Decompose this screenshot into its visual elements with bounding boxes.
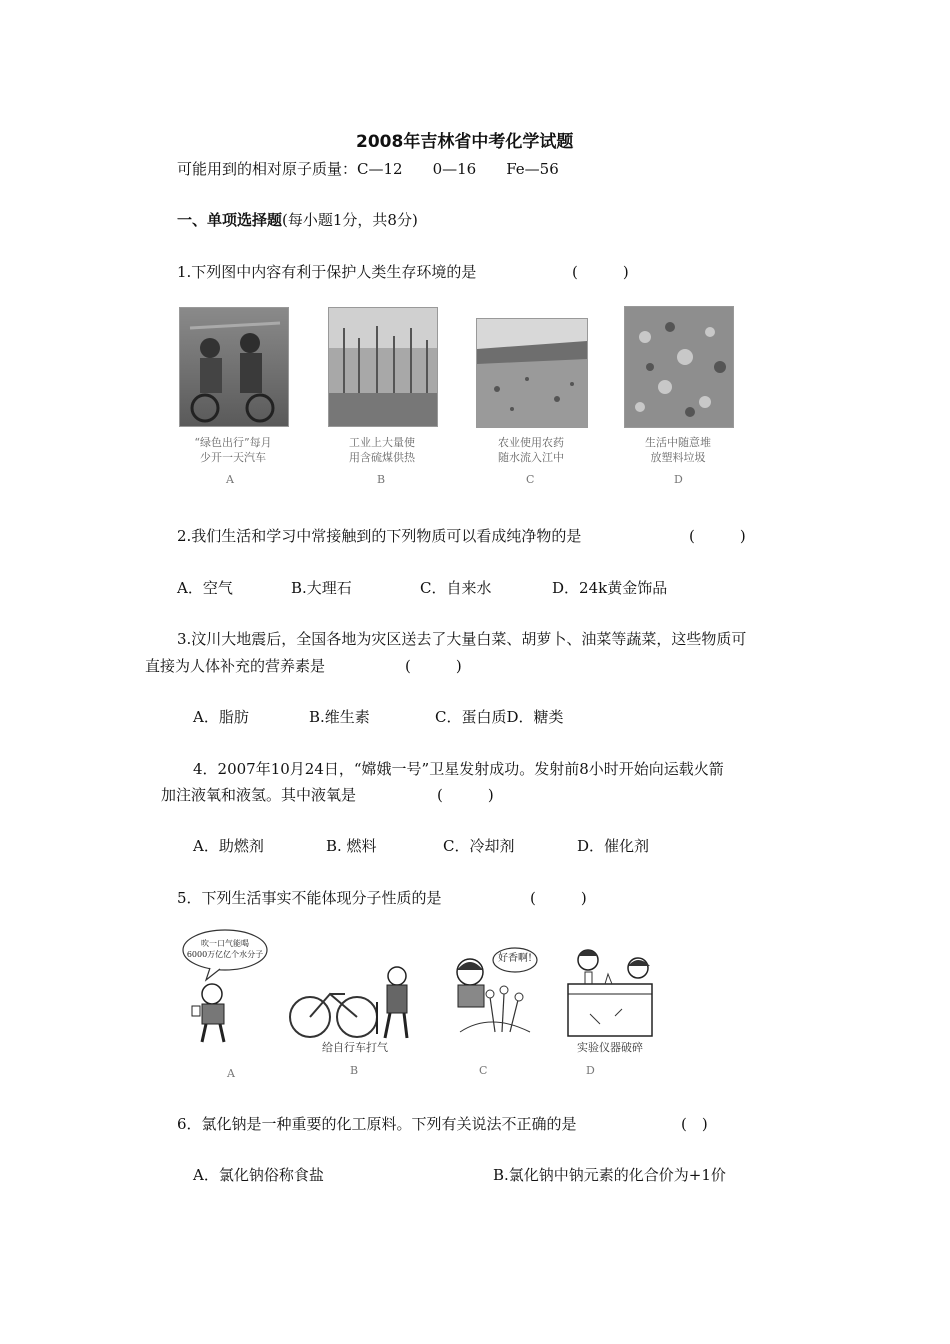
question-3-line-2: 直接为人体补充的营养素是 [145,657,326,675]
q3-option-a: A．脂肪 [193,708,249,726]
q1-letter-c: C [526,473,535,486]
q1-letter-a: A [226,473,234,486]
q2-option-b: B.大理石 [291,579,352,597]
q5-letter-c: C [479,1064,488,1077]
cartoon-broken-lab-instruments [560,944,660,1044]
cartoon-bicycle-pump [285,962,415,1042]
question-3-answer-paren: ( ) [405,657,462,675]
photo-pesticide-field [476,318,588,428]
question-6-answer-paren: ( ) [681,1115,708,1133]
q1-letter-d: D [674,473,683,486]
section-note: (每小题1分，共8分) [282,211,418,229]
q6-option-a: A．氯化钠俗称食盐 [193,1166,324,1184]
q1-caption-a: “绿色出行”每月 少开一天汽车 [194,436,272,464]
photo-green-travel [179,307,289,427]
question-4-line-2: 加注液氧和液氢。其中液氧是 [161,786,357,804]
q5-caption-d: 实验仪器破碎 [577,1041,643,1054]
q3-option-cd: C．蛋白质D．糖类 [435,708,564,726]
q1-letter-b: B [377,473,386,486]
question-4-line-1: 4．2007年10月24日，“嫦娥一号”卫星发射成功。发射前8小时开始向运载火箭 [193,760,724,778]
q5-bubble-a: 吹一口气能喝 6000万亿亿个水分子 [186,939,264,959]
page-title: 2008年吉林省中考化学试题 [356,132,574,152]
question-2-answer-paren: ( ) [689,527,746,545]
atomic-masses: 可能用到的相对原子质量：C—12 0—16 Fe—56 [177,160,559,178]
q5-bubble-c: 好香啊! [497,953,533,964]
q6-option-b: B.氯化钠中钠元素的化合价为+1价 [493,1166,726,1184]
q4-option-a: A．助燃剂 [193,837,264,855]
photo-plastic-waste [624,306,734,428]
q1-caption-c: 农业使用农药 随水流入江中 [498,436,564,464]
question-2-stem: 2.我们生活和学习中常接触到的下列物质可以看成纯净物的是 [177,527,582,545]
q5-caption-b: 给自行车打气 [322,1041,388,1054]
section-title: 一、单项选择题 [177,211,283,229]
question-1-answer-paren: ( ) [572,263,629,281]
q4-option-c: C．冷却剂 [443,837,515,855]
question-1-stem: 1.下列图中内容有利于保护人类生存环境的是 [177,263,477,281]
question-5-answer-paren: ( ) [530,889,587,907]
q5-letter-d: D [586,1064,595,1077]
q2-option-d: D．24k黄金饰品 [552,579,668,597]
q1-caption-b: 工业上大量使 用含硫煤供热 [349,436,415,464]
question-5-stem: 5．下列生活事实不能体现分子性质的是 [177,889,442,907]
q5-letter-a: A [227,1067,235,1080]
q1-caption-d: 生活中随意堆 放塑料垃圾 [645,436,711,464]
q3-option-b: B.维生素 [309,708,370,726]
q4-option-b: B. 燃料 [326,837,377,855]
q5-letter-b: B [350,1064,359,1077]
section-heading [177,209,418,230]
q2-option-a: A．空气 [177,579,233,597]
question-4-answer-paren: ( ) [437,786,494,804]
q2-option-c: C．自来水 [420,579,492,597]
photo-industrial-coal [328,307,438,427]
question-6-stem: 6．氯化钠是一种重要的化工原料。下列有关说法不正确的是 [177,1115,577,1133]
q4-option-d: D．催化剂 [577,837,650,855]
question-3-line-1: 3.汶川大地震后，全国各地为灾区送去了大量白菜、胡萝卜、油菜等蔬菜，这些物质可 [177,630,747,648]
